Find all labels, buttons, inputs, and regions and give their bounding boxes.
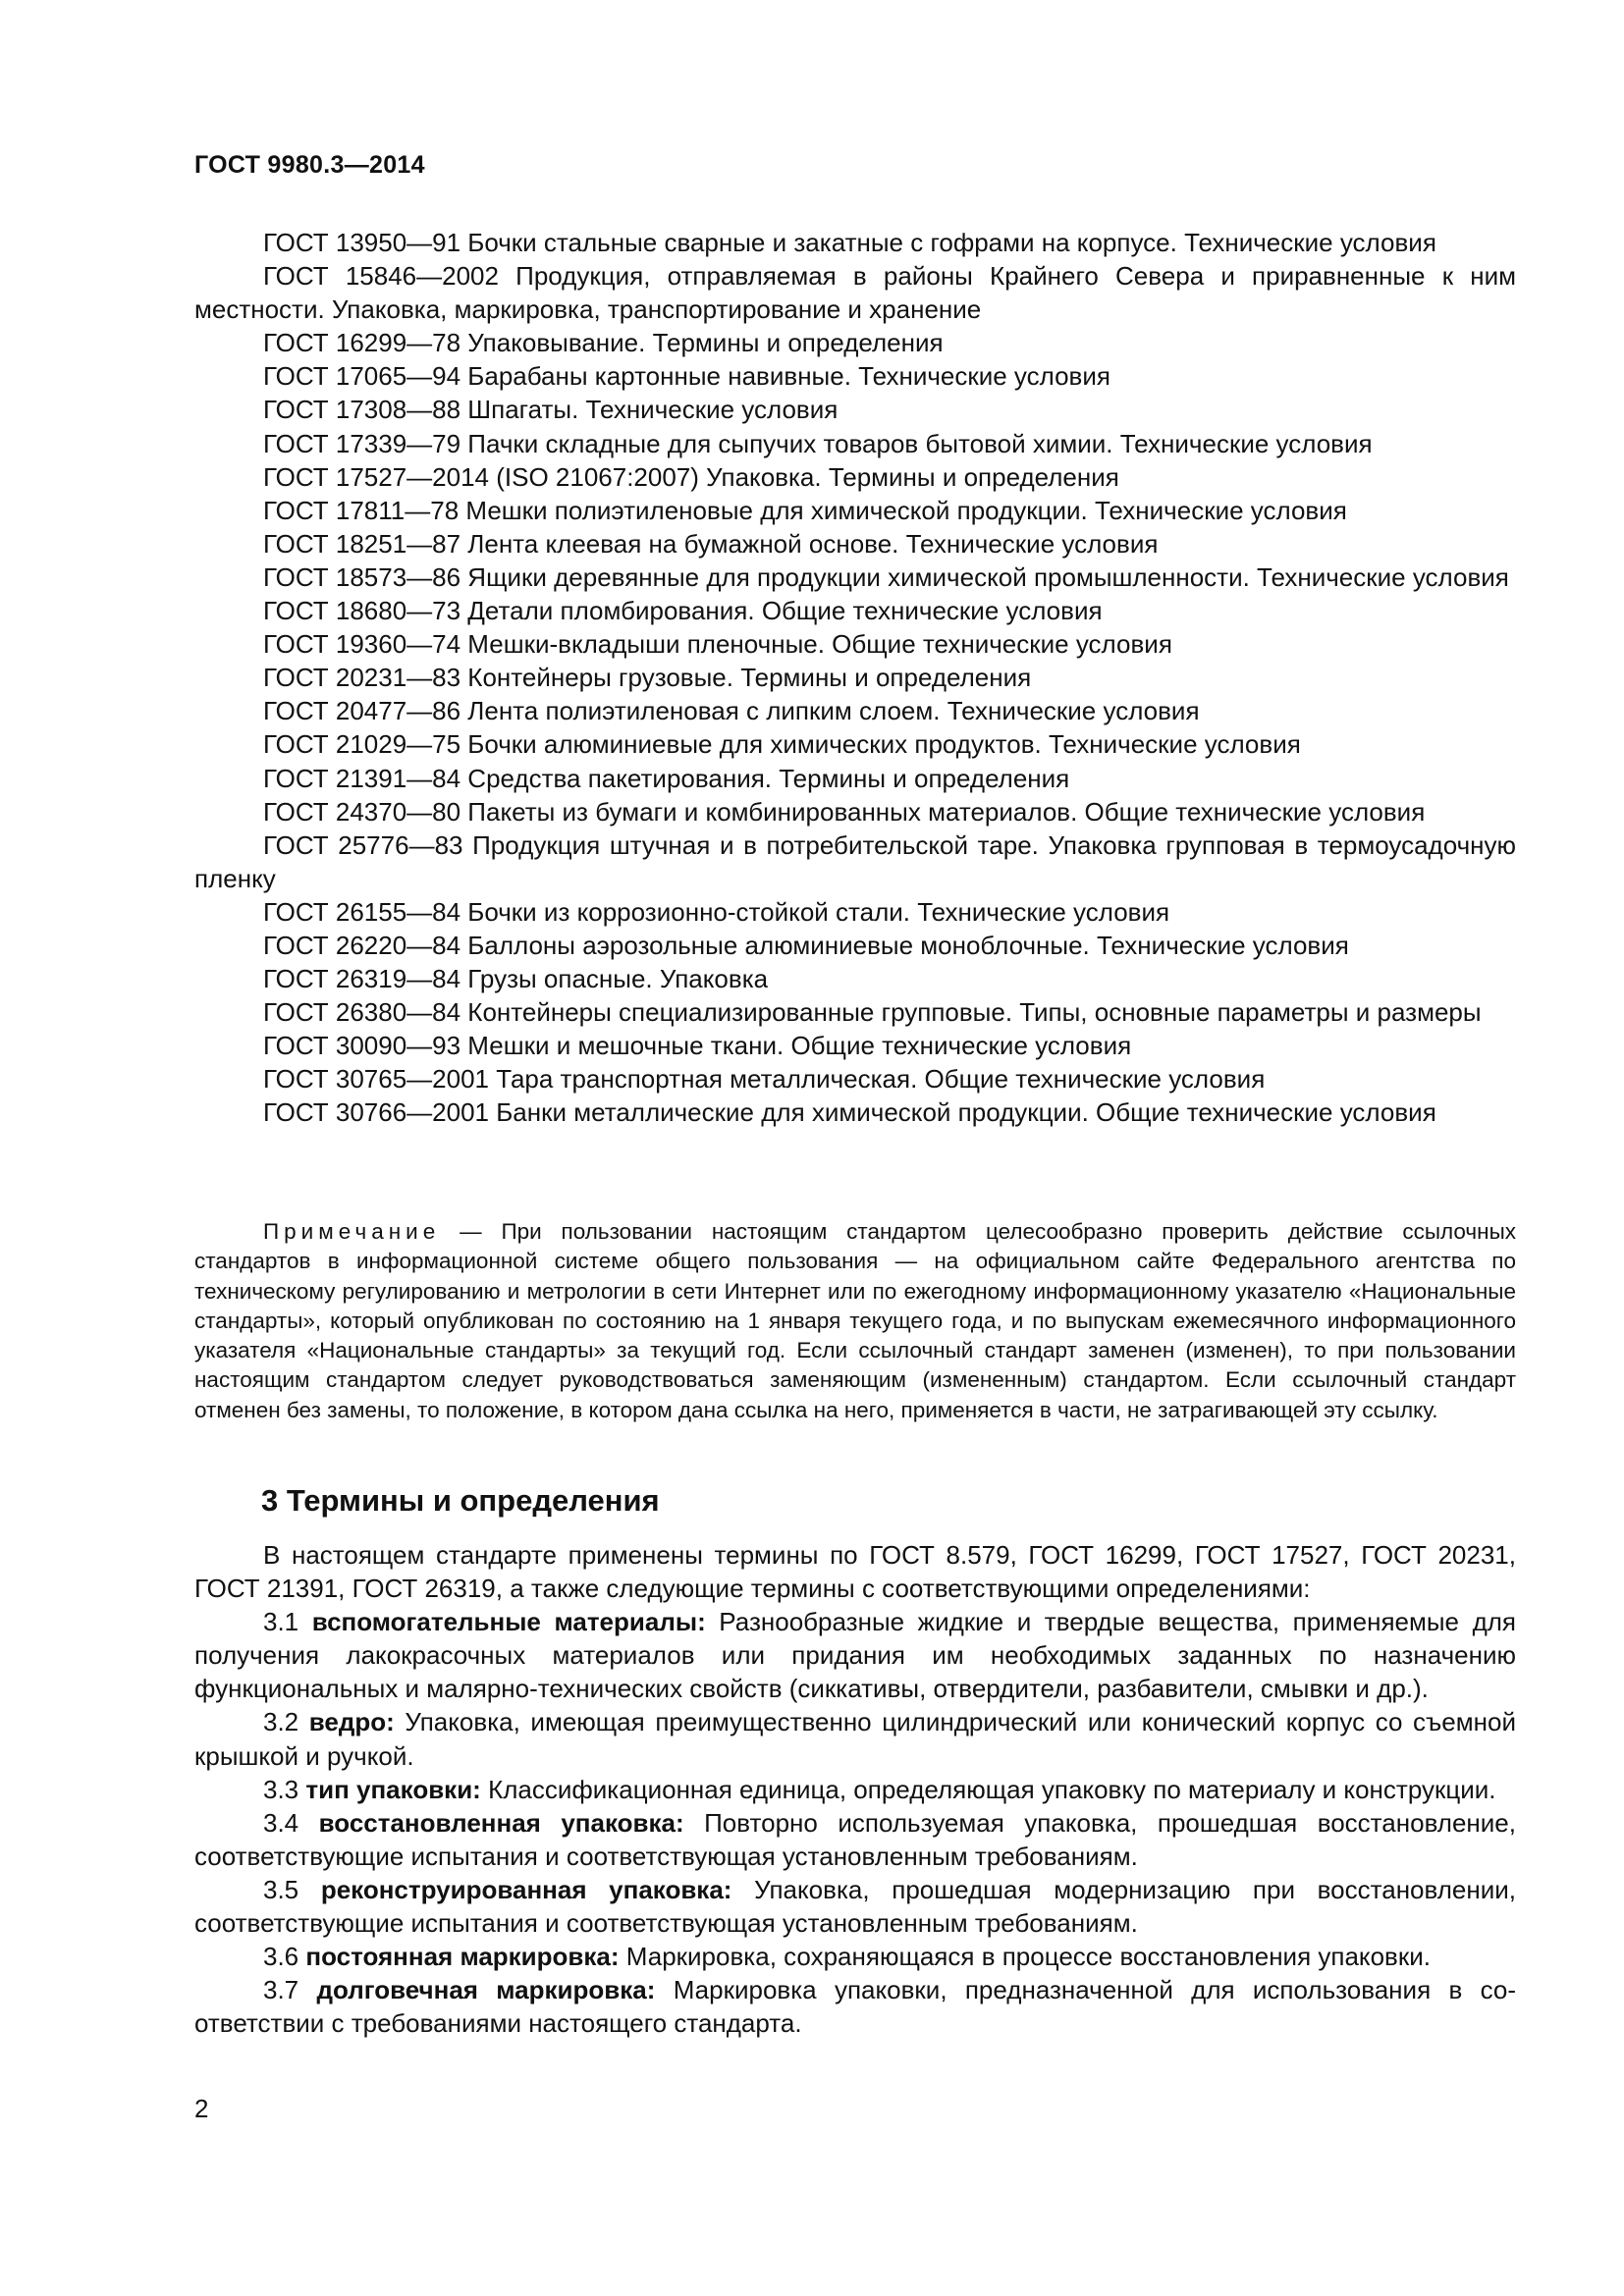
note-block (194, 1217, 1516, 1425)
term-number: 3.1 (263, 1607, 312, 1637)
term-definition (194, 1873, 1516, 1940)
section-intro: В настоящем стандарте применены термины по ГОСТ 8.579, ГОСТ 16299, ГОСТ 17527, ГОСТ 20231, ГОСТ 21391, ГОСТ 26319, а также следующие термины с соответствующими определениями: (194, 1540, 1516, 1604)
reference-item: ГОСТ 20231—83 Контейнеры грузовые. Термины и определения (263, 663, 1032, 693)
reference-item: ГОСТ 30765—2001 Тара транспортная металлическая. Общие технические условия (263, 1064, 1266, 1095)
term-number: 3.3 (263, 1774, 306, 1804)
reference-item: ГОСТ 18680—73 Детали пломбирования. Общие технические условия (263, 596, 1103, 626)
reference-item: ГОСТ 21391—84 Средства пакетирования. Термины и определения (263, 763, 1070, 793)
reference-item: ГОСТ 26155—84 Бочки из коррозионно-стойкой стали. Технические условия (263, 896, 1170, 927)
reference-item: ГОСТ 15846—2002 Продукция, отправляемая в районы Крайнего Севера и приравненные к ним местности. Упаковка, маркировка, транспортирование и хранение (194, 261, 1516, 325)
term-definition (194, 1605, 1516, 1705)
term-text: Повторно используемая упаковка, прошедшая восстановление, соответствующие испытания и соответствующая установленным требованиям. (194, 1807, 1516, 1871)
term-definition (194, 1940, 1516, 1973)
reference-item: ГОСТ 30766—2001 Банки металлические для химической продукции. Общие технические условия (263, 1097, 1436, 1128)
terms-section-body (194, 1538, 1516, 2040)
reference-item: ГОСТ 17811—78 Мешки полиэтиленовые для химической продукции. Технические условия (263, 495, 1347, 525)
note-label: Примечание (263, 1219, 441, 1244)
term-name: реконструированная упаковка: (320, 1874, 732, 1904)
note-paragraph (194, 1217, 1516, 1425)
term-text: Упаковка, прошедшая модернизацию при восстановлении, соответствующие испытания и соответствующая установленным требованиям. (194, 1874, 1516, 1939)
reference-item: ГОСТ 26220—84 Баллоны аэрозольные алюминиевые моноблочные. Технические условия (263, 930, 1349, 960)
reference-item: ГОСТ 24370—80 Пакеты из бумаги и комбинированных материалов. Общие технические условия (263, 796, 1426, 827)
document-header: ГОСТ 9980.3—2014 (194, 151, 425, 179)
term-definition (194, 1973, 1516, 2040)
reference-item: ГОСТ 17065—94 Барабаны картонные навивные. Технические условия (263, 361, 1110, 392)
term-definition (194, 1806, 1516, 1873)
reference-item: ГОСТ 16299—78 Упаковывание. Термины и определения (263, 328, 944, 358)
normative-references-list (194, 226, 1516, 1130)
term-definition (194, 1705, 1516, 1772)
term-name: восстановленная упаковка: (318, 1807, 684, 1838)
term-text: Разнообразные жидкие и твердые вещества, применяемые для получения лакокрасочных материалов или придания им необходимых заданных по назначению функциональных и малярно-технических свойств (сиккативы, отвердители, разбавители, смывки и др.). (194, 1607, 1517, 1704)
term-text: Классификационная единица, определяющая упаковку по материалу и конструкции. (480, 1774, 1496, 1804)
term-definition (194, 1773, 1516, 1806)
reference-item: ГОСТ 17308—88 Шпагаты. Технические условия (263, 395, 839, 425)
reference-item: ГОСТ 18573—86 Ящики деревянные для продукции химической промышленности. Технические условия (263, 561, 1509, 592)
term-name: долговечная маркировка: (316, 1975, 656, 2005)
reference-item: ГОСТ 19360—74 Мешки-вкладыши пленочные. Общие технические условия (263, 629, 1172, 660)
reference-item: ГОСТ 26380—84 Контейнеры специализированные групповые. Типы, основные параметры и размеры (263, 997, 1482, 1028)
term-number: 3.7 (263, 1975, 317, 2005)
term-text: Маркировка упаковки, предназначенной для использования в соответствии с требованиями настоящего стандарта. (194, 1975, 1517, 2039)
term-number: 3.2 (263, 1707, 309, 1737)
reference-item: ГОСТ 17527—2014 (ISO 21067:2007) Упаковка. Термины и определения (263, 461, 1119, 492)
term-text: Маркировка, сохраняющаяся в процессе восстановления упаковки. (619, 1942, 1431, 1972)
reference-item: ГОСТ 25776—83 Продукция штучная и в потребительской таре. Упаковка групповая в термоусадочную пленку (194, 829, 1516, 893)
section-title: 3 Термины и определения (261, 1483, 660, 1518)
term-number: 3.4 (263, 1807, 319, 1838)
term-text: Упаковка, имеющая преимущественно цилиндрический или конический корпус со съемной крышкой и ручкой. (194, 1707, 1516, 1771)
reference-item: ГОСТ 20477—86 Лента полиэтиленовая с липким слоем. Технические условия (263, 696, 1200, 726)
reference-item: ГОСТ 26319—84 Грузы опасные. Упаковка (263, 964, 769, 994)
reference-item: ГОСТ 17339—79 Пачки складные для сыпучих товаров бытовой химии. Технические условия (263, 428, 1373, 458)
term-name: ведро: (308, 1707, 395, 1737)
term-name: вспомогательные материалы: (311, 1607, 706, 1637)
reference-item: ГОСТ 30090—93 Мешки и мешочные ткани. Общие технические условия (263, 1031, 1132, 1061)
term-name: тип упаковки: (305, 1774, 481, 1804)
reference-item: ГОСТ 21029—75 Бочки алюминиевые для химических продуктов. Технические условия (263, 729, 1301, 760)
term-name: постоянная маркировка: (305, 1942, 620, 1972)
page-number: 2 (194, 2094, 209, 2123)
term-number: 3.5 (263, 1874, 321, 1904)
reference-item: ГОСТ 18251—87 Лента клеевая на бумажной основе. Технические условия (263, 528, 1159, 559)
reference-item: ГОСТ 13950—91 Бочки стальные сварные и закатные с гофрами на корпусе. Технические условия (263, 228, 1436, 257)
term-number: 3.6 (263, 1942, 306, 1972)
note-text: — При пользовании настоящим стандартом целесообразно проверить действие ссылочных стандартов в информационной системе общего пользования — на официальном сайте Федерального агентства по техническому регулированию и метрологии в сети Интернет или по ежегодному информационному указателю «Национальные стандарты», который опубликован по состоянию на 1 января текущего года, и по выпускам ежемесячного информационного указателя «Национальные стандарты» за текущий год. Если ссылочный стандарт заменен (изменен), то при пользовании настоящим стандартом следует руководствоваться заменяющим (измененным) стандартом. Если ссылочный стандарт отменен без замены, то положение, в котором дана ссылка на него, применяется в части, не затрагивающей эту ссылку. (194, 1219, 1516, 1422)
